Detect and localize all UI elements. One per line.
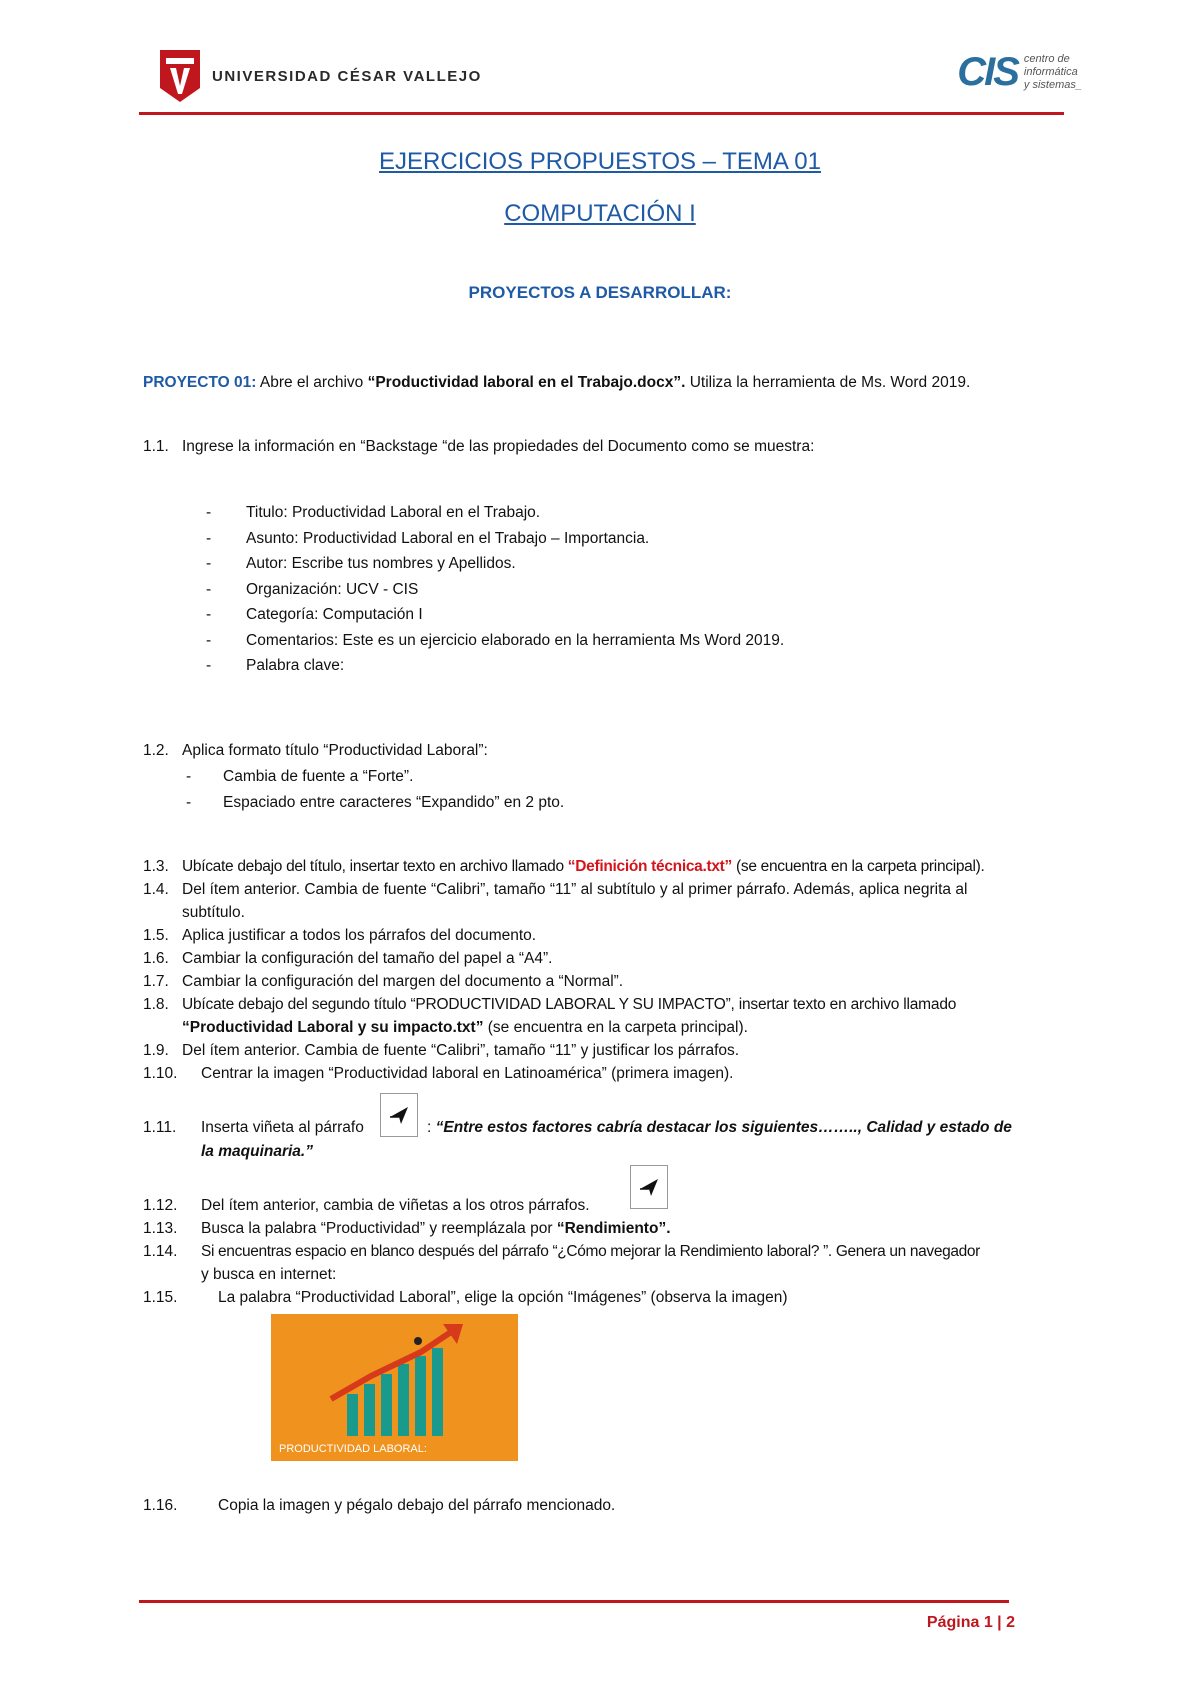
list-item: 1.11. Inserta viñeta al párrafo — [143, 1119, 364, 1136]
list-item: 1.3. Ubícate debajo del título, insertar texto en archivo llamado “Definición técnica.txt” (se encuentra en la carpeta principal). — [143, 858, 985, 875]
section-title: PROYECTOS A DESARROLLAR: — [468, 283, 732, 302]
properties-list — [206, 503, 785, 682]
page-number: Página 1 | 2 — [926, 1614, 1015, 1631]
impact-file: “Productividad Laboral y su impacto.txt” — [182, 1019, 484, 1036]
document-title: EJERCICIOS PROPUESTOS – TEMA 01 — [379, 148, 821, 175]
list-item: 1.12. Del ítem anterior, cambia de viñetas a los otros párrafos. — [143, 1197, 590, 1214]
productividad-laboral-image — [271, 1314, 518, 1461]
list-item: 1.9. Del ítem anterior. Cambia de fuente “Calibri”, tamaño “11” y justificar los párrafos. — [143, 1042, 740, 1059]
list-item: 1.6. Cambiar la configuración del tamaño del papel a “A4”. — [143, 950, 553, 967]
list-item: 1.7. Cambiar la configuración del margen del documento a “Normal”. — [143, 973, 624, 990]
list-item: - Asunto: Productividad Laboral en el Trabajo – Importancia. — [206, 529, 650, 547]
ucv-shield-icon — [160, 50, 200, 102]
list-item: 1.8. Ubícate debajo del segundo título “PRODUCTIVIDAD LABORAL Y SU IMPACTO”, insertar texto en archivo llamado “Productividad Laboral y su impacto.txt” (se encuentra en la carpeta principal). — [143, 996, 957, 1036]
list-item: 1.10. Centrar la imagen “Productividad laboral en Latinoamérica” (primera imagen). — [143, 1065, 734, 1082]
bullet-arrow-icon — [630, 1165, 668, 1209]
project-label: PROYECTO 01: — [143, 374, 257, 391]
list-item-quote-cont: la maquinaria.” — [201, 1143, 313, 1160]
list-item: 1.14. Si encuentras espacio en blanco después del párrafo “¿Cómo mejorar la Rendimiento laboral? ”. Genera un navegador y busca en internet: — [143, 1243, 980, 1283]
project-intro: PROYECTO 01: Abre el archivo “Productividad laboral en el Trabajo.docx”. Utiliza la herramienta de Ms. Word 2019. — [143, 374, 971, 391]
list-item: 1.4. Del ítem anterior. Cambia de fuente “Calibri”, tamaño “11” al subtítulo y al primer párrafo. Además, aplica negrita al subtítulo. — [143, 881, 968, 921]
list-item: - Espaciado entre caracteres “Expandido” en 2 pto. — [186, 793, 565, 811]
ucv-logo — [160, 50, 482, 102]
bullet-arrow-icon — [380, 1093, 418, 1137]
cis-logo-mark: CIS — [957, 50, 1018, 94]
list-item: - Autor: Escribe tus nombres y Apellidos. — [206, 555, 516, 572]
image-caption: PRODUCTIVIDAD LABORAL: — [279, 1443, 427, 1455]
university-name: UNIVERSIDAD CÉSAR VALLEJO — [212, 67, 482, 85]
list-item: 1.16. Copia la imagen y pégalo debajo del párrafo mencionado. — [143, 1497, 616, 1514]
list-item: 1.15. La palabra “Productividad Laboral”, elige la opción “Imágenes” (observa la imagen) — [143, 1289, 788, 1306]
format-list — [186, 767, 565, 818]
project-file: “Productividad laboral en el Trabajo.docx”. — [367, 374, 686, 391]
list-item: - Cambia de fuente a “Forte”. — [186, 768, 414, 785]
list-item: 1.1. Ingrese la información en “Backstage “de las propiedades del Documento como se muestra: — [143, 438, 815, 455]
cis-logo — [957, 52, 1082, 92]
list-item: - Palabra clave: — [206, 657, 345, 674]
footer-divider — [139, 1600, 1009, 1603]
definition-file: “Definición técnica.txt” — [567, 858, 732, 875]
list-item: - Categoría: Computación I — [206, 606, 423, 623]
header-divider — [139, 112, 1064, 115]
course-title: COMPUTACIÓN I — [504, 200, 696, 227]
list-item: - Organización: UCV - CIS — [206, 580, 419, 598]
list-item: - Titulo: Productividad Laboral en el Trabajo. — [206, 504, 541, 521]
list-item-quote: : “Entre estos factores cabría destacar los siguientes…….., Calidad y estado de — [427, 1119, 1012, 1136]
list-item: 1.2. Aplica formato título “Productividad Laboral”: — [143, 742, 488, 759]
cis-logo-text: centro de informática y sistemas_ — [1023, 52, 1082, 91]
rendimiento-word: “Rendimiento”. — [556, 1220, 671, 1237]
list-item: 1.13. Busca la palabra “Productividad” y reemplázala por “Rendimiento”. — [143, 1220, 671, 1237]
list-item: - Comentarios: Este es un ejercicio elaborado en la herramienta Ms Word 2019. — [206, 631, 785, 649]
list-item: 1.5. Aplica justificar a todos los párrafos del documento. — [143, 927, 537, 944]
